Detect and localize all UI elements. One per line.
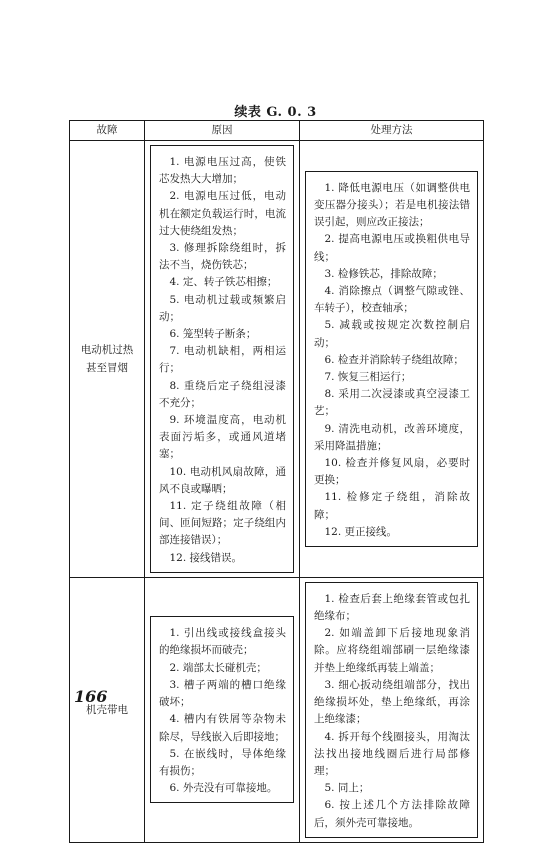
method-line: 2. 提高电源电压或换粗供电导线；	[314, 233, 470, 263]
cause-line: 11. 定子绕组故障（相间、匝间短路；定子绕组内部连接错误）；	[159, 500, 286, 547]
method-line: 4. 拆开每个线圈接头，用淘汰法找出接地线圈后进行局部修理；	[314, 730, 470, 777]
method-line: 6. 按上述几个方法排除故障后，须外壳可靠接地。	[314, 799, 470, 829]
method-cell	[300, 141, 484, 578]
cause-cell	[145, 141, 300, 578]
cause-line: 9. 环境温度高，电动机表面污垢多，或通风道堵塞；	[159, 414, 286, 461]
method-line: 9. 清洗电动机，改善环境度，采用降温措施；	[314, 422, 470, 452]
cause-box	[150, 145, 294, 573]
cause-line: 1. 引出线或接线盒接头的绝缘损坏而破壳；	[159, 627, 286, 657]
table-row	[70, 141, 484, 578]
cause-line: 8. 重绕后定子绕组浸漆不充分；	[159, 379, 286, 409]
header-method: 处理方法	[300, 121, 484, 141]
method-cell	[300, 577, 484, 842]
cause-box	[150, 616, 294, 803]
method-line: 3. 细心扳动绕组端部分，找出绝缘损坏处，垫上绝缘纸，再涂上绝缘漆；	[314, 678, 470, 726]
method-line: 4. 消除擦点（调整气隙或锉、车转子），校查轴承；	[314, 285, 470, 315]
method-box	[305, 171, 478, 547]
method-line: 2. 如端盖卸下后接地现象消除。应将绕组端部刷一层绝缘漆并垫上绝缘纸再装上端盖；	[314, 627, 470, 674]
method-line: 11. 检修定子绕组，消除故障；	[314, 491, 470, 521]
cause-line: 5. 在嵌线时，导体绝缘有损伤；	[159, 747, 286, 777]
method-line: 12. 更正接线。	[324, 525, 398, 538]
header-fault: 故障	[70, 121, 145, 141]
table-row	[70, 577, 484, 842]
method-line: 6. 检查并消除转子绕组故障；	[324, 353, 464, 366]
method-line: 8. 采用二次浸漆或真空浸漆工艺；	[314, 388, 470, 418]
page-number: 166	[74, 687, 108, 706]
cause-line: 4. 槽内有铁屑等杂物未除尽，导线嵌入后即接地；	[159, 713, 286, 743]
cause-cell	[145, 577, 300, 842]
method-line: 7. 恢复三相运行；	[324, 371, 412, 384]
cause-line: 6. 笼型转子断条；	[169, 328, 257, 341]
cause-line: 6. 外壳没有可靠接地。	[169, 782, 278, 795]
cause-line: 10. 电动机风扇故障，通风不良或曝晒；	[159, 465, 286, 495]
header-cause: 原因	[145, 121, 300, 141]
cause-line: 1. 电源电压过高，使铁芯发热大大增加；	[159, 156, 286, 186]
method-line: 10. 检查并修复风扇，必要时更换；	[314, 457, 470, 487]
cause-line: 2. 电源电压过低，电动机在额定负载运行时，电流过大使绕组发热；	[159, 190, 286, 237]
cause-line: 12. 接线错误。	[169, 551, 243, 564]
method-box	[305, 582, 478, 838]
cause-line: 7. 电动机缺相，两相运行；	[159, 345, 286, 375]
cause-line: 4. 定、转子铁芯相擦；	[169, 276, 278, 289]
fault-table	[69, 120, 484, 843]
cause-line: 3. 修理拆除绕组时，拆法不当，烧伤铁芯；	[159, 242, 286, 272]
cause-line: 5. 电动机过载或频繁启动；	[159, 293, 286, 323]
method-line: 1. 检查后套上绝缘套管或包扎绝缘布；	[314, 592, 470, 623]
table-title: 续表 G. 0. 3	[234, 105, 317, 120]
cause-line: 2. 端部太长碰机壳；	[169, 661, 267, 674]
cause-line: 3. 槽子两端的槽口绝缘破坏；	[159, 678, 286, 709]
method-line: 5. 同上；	[324, 782, 370, 795]
fault-cell: 机壳带电	[70, 577, 145, 842]
method-line: 3. 检修铁芯，排除故障；	[324, 267, 443, 280]
fault-cell: 电动机过热甚至冒烟	[70, 141, 145, 578]
method-line: 1. 降低电源电压（如调整供电变压器分接头）；若是电机接法错误引起，则应改正接法；	[314, 181, 470, 229]
method-line: 5. 减载或按规定次数控制启动；	[314, 319, 470, 349]
table-header-row	[70, 121, 484, 141]
